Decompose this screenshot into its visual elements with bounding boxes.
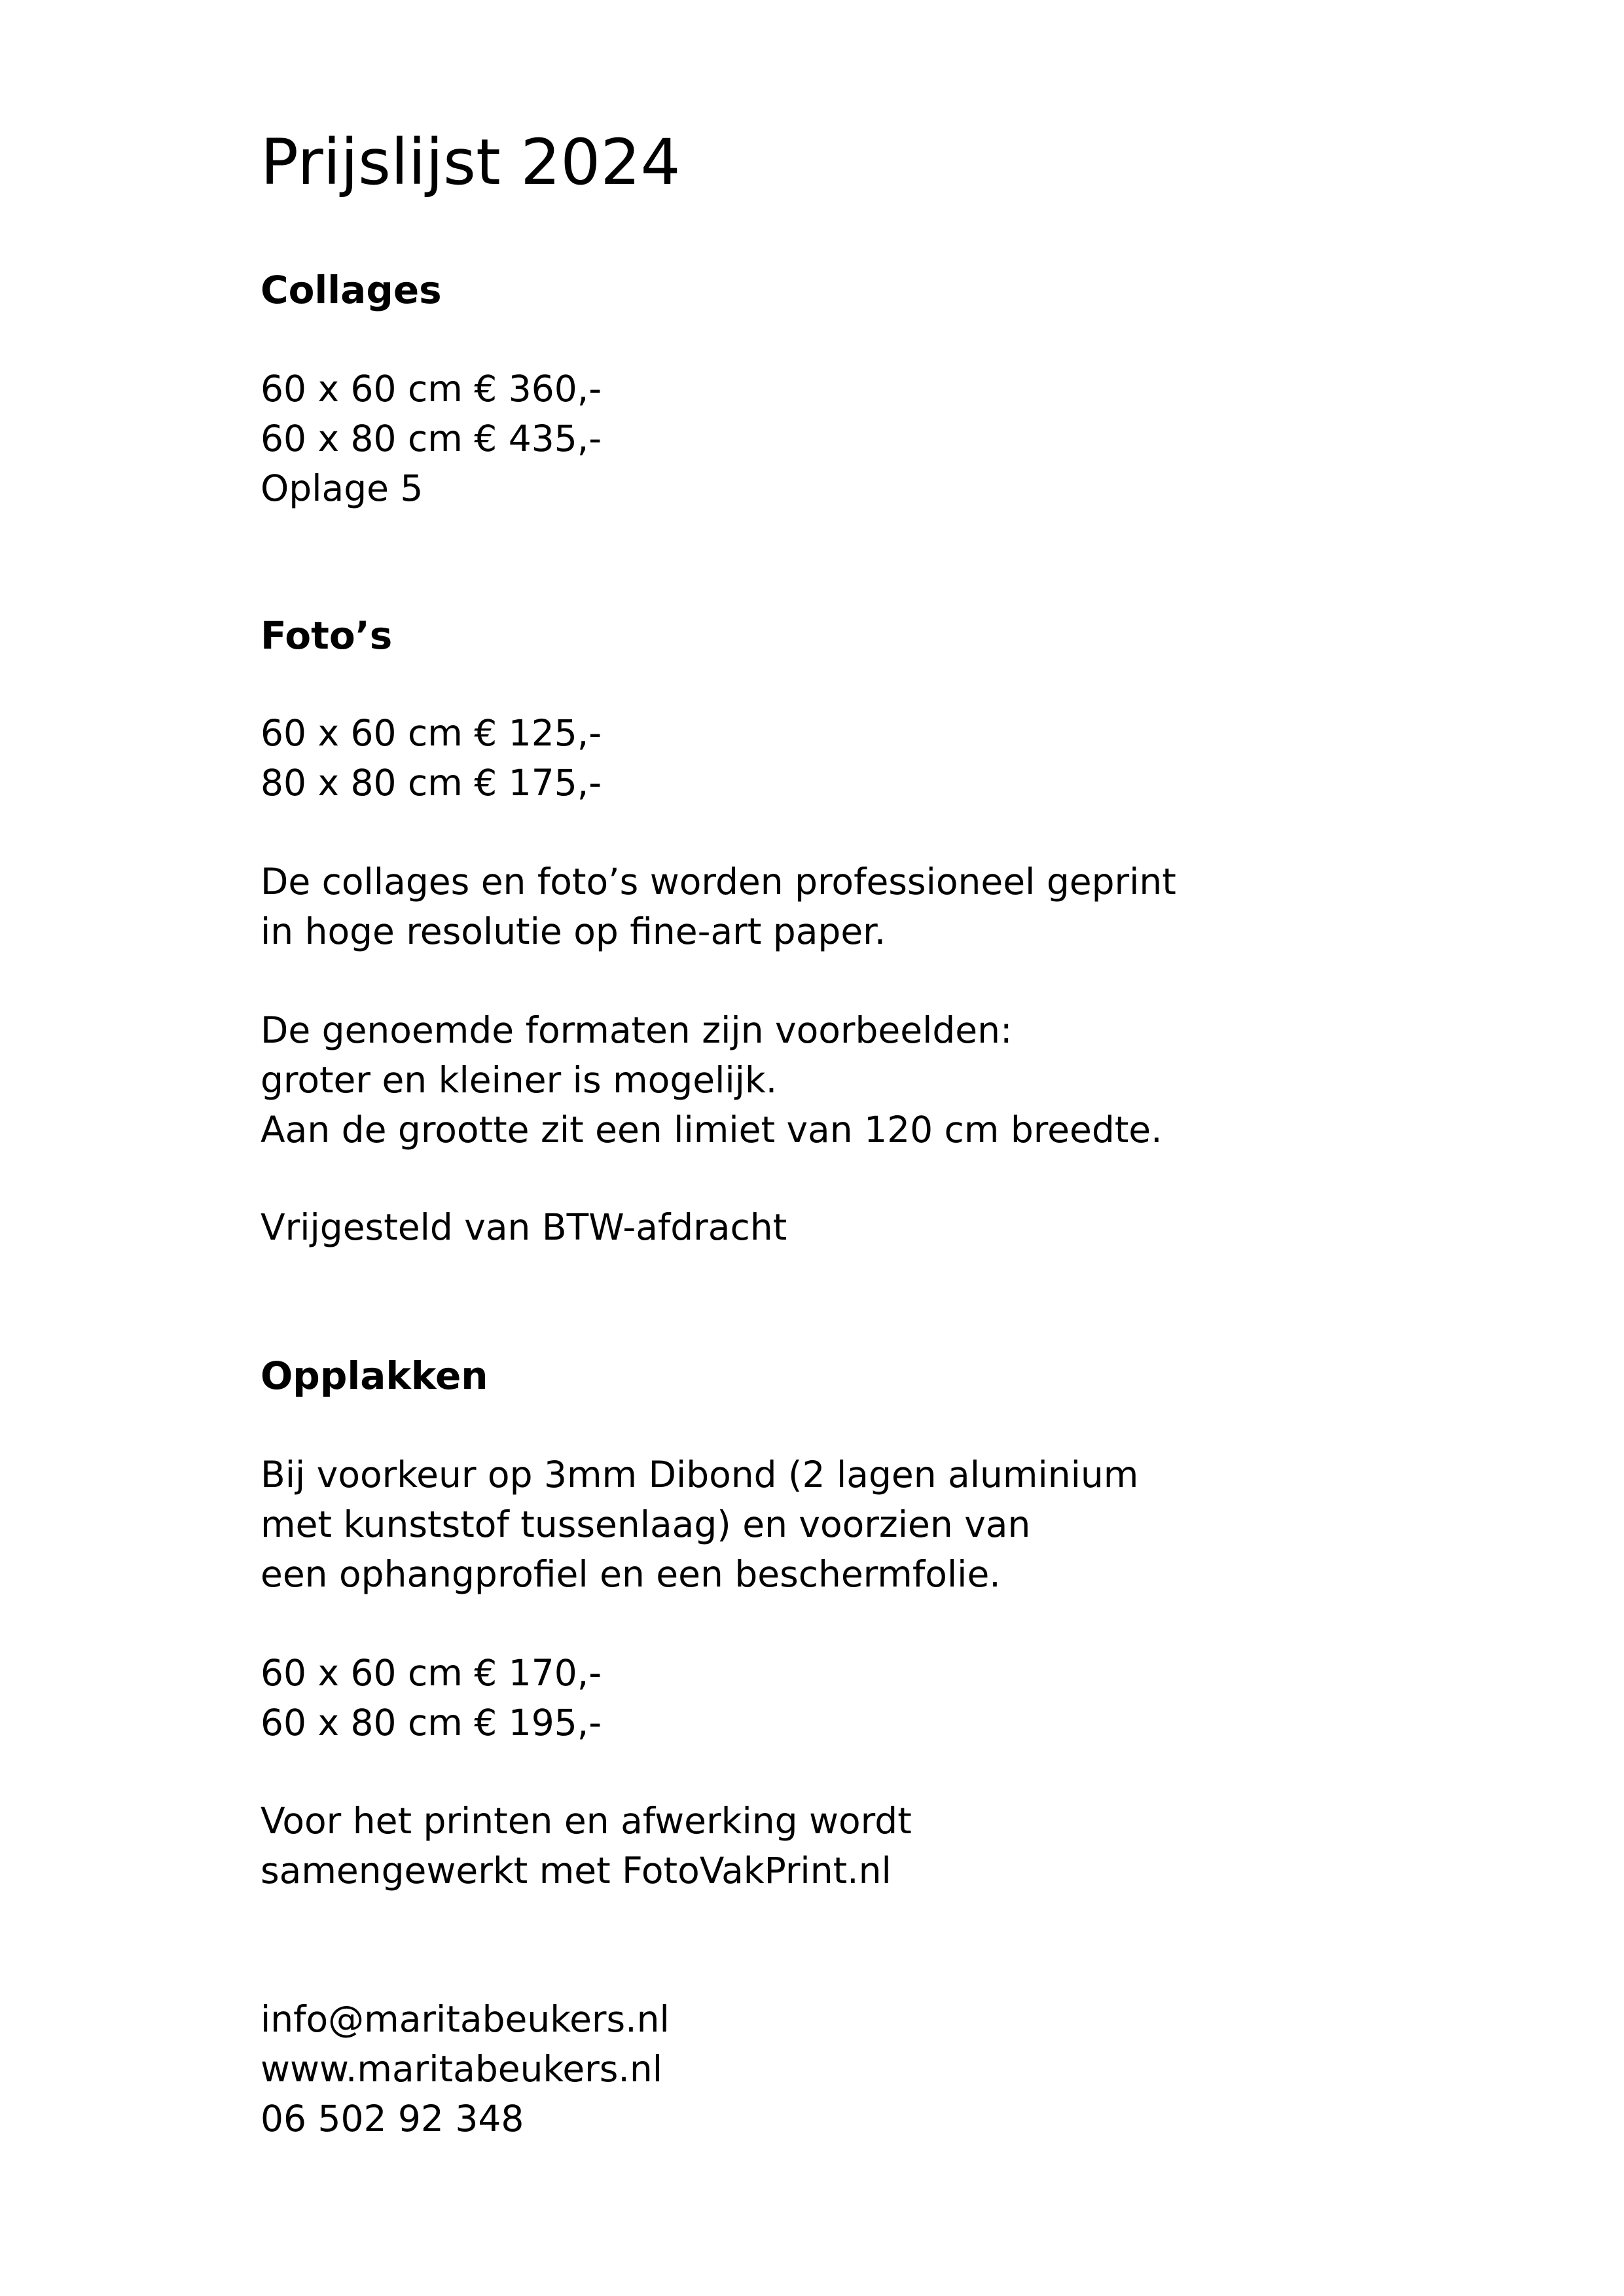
mounting-price-60x60: 60 x 60 cm € 170,-	[261, 1652, 602, 1694]
contact-email[interactable]: info@maritabeukers.nl	[261, 1998, 670, 2040]
mounting-description	[261, 1450, 1504, 1599]
formats-note	[261, 1005, 1504, 1155]
print-quality-line-2: in hoge resolutie op fine-art paper.	[261, 910, 886, 952]
section-heading-opplakken: Opplakken	[261, 1354, 488, 1398]
print-quality-note	[261, 857, 1504, 956]
formats-line-2: groter en kleiner is mogelijk.	[261, 1059, 778, 1101]
print-partner-note	[261, 1796, 1504, 1895]
formats-line-3: Aan de grootte zit een limiet van 120 cm breedte.	[261, 1109, 1163, 1151]
contact-website[interactable]: www.maritabeukers.nl	[261, 2048, 663, 2090]
print-quality-line-1: De collages en foto’s worden professioneel geprint	[261, 861, 1176, 903]
mounting-line-2: met kunststof tussenlaag) en voorzien van	[261, 1503, 1031, 1545]
contact-block	[261, 1994, 1504, 2144]
fotos-price-60x60: 60 x 60 cm € 125,-	[261, 712, 602, 754]
collages-price-60x60: 60 x 60 cm € 360,-	[261, 368, 602, 410]
section-heading-fotos: Foto’s	[261, 613, 393, 658]
mounting-line-1: Bij voorkeur op 3mm Dibond (2 lagen aluminium	[261, 1454, 1139, 1496]
section-heading-collages: Collages	[261, 268, 442, 312]
fotos-price-80x80: 80 x 80 cm € 175,-	[261, 762, 602, 804]
print-partner-line-2: samengewerkt met FotoVakPrint.nl	[261, 1850, 892, 1892]
contact-phone: 06 502 92 348	[261, 2098, 524, 2140]
mounting-price-60x80: 60 x 80 cm € 195,-	[261, 1702, 602, 1744]
collages-price-60x80: 60 x 80 cm € 435,-	[261, 418, 602, 459]
vat-exemption-note: Vrijgesteld van BTW-afdracht	[261, 1206, 787, 1248]
fotos-price-list	[261, 708, 1504, 808]
collages-price-list	[261, 364, 1504, 513]
formats-line-1: De genoemde formaten zijn voorbeelden:	[261, 1009, 1013, 1051]
print-partner-line-1: Voor het printen en afwerking wordt	[261, 1800, 912, 1842]
mounting-price-list	[261, 1648, 1504, 1748]
collages-edition: Oplage 5	[261, 467, 424, 509]
mounting-line-3: een ophangprofiel en een beschermfolie.	[261, 1553, 1001, 1595]
page-title: Prijslijst 2024	[261, 126, 681, 199]
